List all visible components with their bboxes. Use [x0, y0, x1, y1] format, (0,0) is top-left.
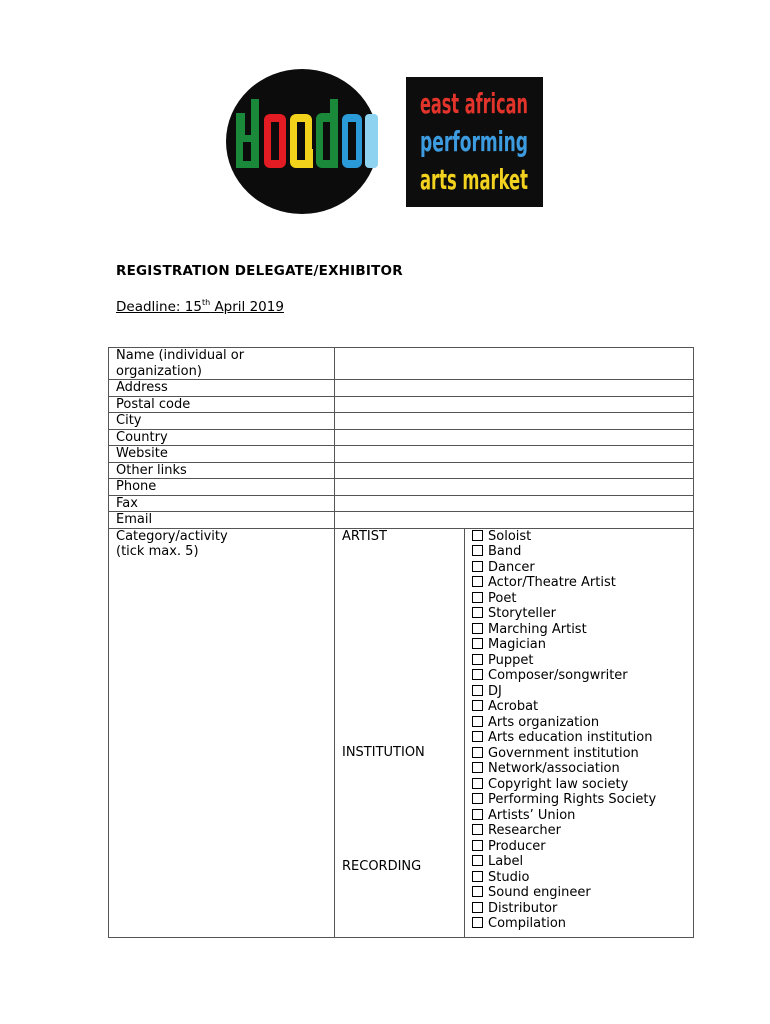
doadoa-logo — [226, 69, 378, 214]
checkbox-option[interactable] — [472, 730, 686, 746]
section-label: RECORDING — [342, 858, 422, 874]
form-row — [109, 413, 694, 430]
field-label: Country — [109, 429, 335, 446]
checkbox-option[interactable] — [472, 854, 686, 870]
eapam-line-3: arts market — [420, 163, 528, 196]
option-label: Composer/songwriter — [488, 668, 628, 683]
checkbox-icon[interactable] — [472, 855, 483, 866]
checkbox-option[interactable] — [472, 560, 686, 576]
field-input[interactable] — [335, 413, 694, 430]
checkbox-icon[interactable] — [472, 840, 483, 851]
option-label: Studio — [488, 869, 530, 885]
checkbox-icon[interactable] — [472, 824, 483, 835]
category-label — [109, 528, 335, 937]
checkbox-option[interactable] — [472, 606, 686, 622]
field-label: Email — [109, 512, 335, 529]
checkbox-option[interactable] — [472, 622, 686, 638]
field-label: Fax — [109, 495, 335, 512]
category-sections — [335, 528, 465, 937]
checkbox-icon[interactable] — [472, 747, 483, 758]
option-label: Copyright law society — [488, 776, 629, 792]
form-row — [109, 348, 694, 380]
category-options — [465, 528, 694, 937]
checkbox-option[interactable] — [472, 653, 686, 669]
option-label: Dancer — [488, 559, 535, 575]
eapam-line-1: east african — [420, 87, 528, 120]
section-label: ARTIST — [342, 528, 387, 544]
checkbox-option[interactable] — [472, 668, 686, 684]
checkbox-option[interactable] — [472, 916, 686, 932]
field-input[interactable] — [335, 380, 694, 397]
field-label: Address — [109, 380, 335, 397]
checkbox-option[interactable] — [472, 808, 686, 824]
option-label: Producer — [488, 838, 546, 854]
checkbox-option[interactable] — [472, 885, 686, 901]
checkbox-option[interactable] — [472, 870, 686, 886]
field-input[interactable] — [335, 462, 694, 479]
field-input[interactable] — [335, 429, 694, 446]
checkbox-icon[interactable] — [472, 638, 483, 649]
form-row — [109, 479, 694, 496]
deadline: Deadline: 15th April 2019 — [116, 298, 284, 315]
checkbox-option[interactable] — [472, 544, 686, 560]
field-label: Name (individual or organization) — [109, 348, 335, 380]
option-label: Soloist — [488, 528, 532, 544]
checkbox-icon[interactable] — [472, 700, 483, 711]
checkbox-icon[interactable] — [472, 762, 483, 773]
option-label: Band — [488, 544, 522, 559]
option-label: Storyteller — [488, 606, 557, 621]
option-label: Label — [488, 854, 524, 869]
field-label: Other links — [109, 462, 335, 479]
option-label: Compilation — [488, 916, 567, 931]
form-row — [109, 396, 694, 413]
checkbox-icon[interactable] — [472, 902, 483, 913]
option-label: Arts organization — [488, 714, 600, 730]
option-label: Sound engineer — [488, 885, 591, 900]
option-label: Researcher — [488, 823, 561, 838]
checkbox-icon[interactable] — [472, 731, 483, 742]
checkbox-option[interactable] — [472, 529, 686, 545]
checkbox-icon[interactable] — [472, 623, 483, 634]
option-label: Arts education institution — [488, 730, 653, 745]
option-label: Acrobat — [488, 699, 539, 714]
checkbox-option[interactable] — [472, 839, 686, 855]
checkbox-option[interactable] — [472, 823, 686, 839]
category-title: Category/activity — [116, 528, 228, 544]
field-label: Website — [109, 446, 335, 463]
option-label: Performing Rights Society — [488, 792, 657, 807]
option-label: Poet — [488, 590, 517, 606]
option-label: Government institution — [488, 745, 639, 761]
option-label: Marching Artist — [488, 621, 587, 637]
checkbox-icon[interactable] — [472, 592, 483, 603]
field-label: Phone — [109, 479, 335, 496]
field-label: City — [109, 413, 335, 430]
page-title: REGISTRATION DELEGATE/EXHIBITOR — [116, 263, 403, 279]
checkbox-icon[interactable] — [472, 607, 483, 618]
eapam-line-2: performing — [420, 125, 528, 158]
checkbox-option[interactable] — [472, 901, 686, 917]
checkbox-option[interactable] — [472, 699, 686, 715]
field-input[interactable] — [335, 348, 694, 380]
eapam-logo — [406, 77, 543, 207]
checkbox-icon[interactable] — [472, 561, 483, 572]
category-note: (tick max. 5) — [116, 544, 199, 559]
field-input[interactable] — [335, 495, 694, 512]
form-row — [109, 446, 694, 463]
option-label: Distributor — [488, 900, 558, 916]
checkbox-icon[interactable] — [472, 654, 483, 665]
form-row — [109, 380, 694, 397]
checkbox-option[interactable] — [472, 684, 686, 700]
checkbox-option[interactable] — [472, 715, 686, 731]
section-label: INSTITUTION — [342, 744, 425, 760]
checkbox-option[interactable] — [472, 591, 686, 607]
registration-table — [108, 347, 694, 938]
checkbox-icon[interactable] — [472, 809, 483, 820]
checkbox-icon[interactable] — [472, 669, 483, 680]
option-label: Magician — [488, 637, 547, 652]
checkbox-icon[interactable] — [472, 886, 483, 897]
checkbox-option[interactable] — [472, 777, 686, 793]
field-label: Postal code — [109, 396, 335, 413]
field-input[interactable] — [335, 512, 694, 529]
checkbox-icon[interactable] — [472, 871, 483, 882]
checkbox-option[interactable] — [472, 746, 686, 762]
checkbox-option[interactable] — [472, 792, 686, 808]
field-input[interactable] — [335, 479, 694, 496]
checkbox-icon[interactable] — [472, 716, 483, 727]
form-row — [109, 462, 694, 479]
checkbox-icon[interactable] — [472, 530, 483, 541]
option-label: DJ — [488, 683, 502, 699]
checkbox-icon[interactable] — [472, 685, 483, 696]
checkbox-icon[interactable] — [472, 917, 483, 928]
form-row — [109, 495, 694, 512]
option-label: Puppet — [488, 652, 534, 668]
form-row — [109, 429, 694, 446]
field-input[interactable] — [335, 446, 694, 463]
checkbox-icon[interactable] — [472, 576, 483, 587]
option-label: Artists’ Union — [488, 807, 576, 823]
option-label: Network/association — [488, 761, 620, 776]
checkbox-option[interactable] — [472, 575, 686, 591]
field-input[interactable] — [335, 396, 694, 413]
checkbox-option[interactable] — [472, 761, 686, 777]
option-label: Actor/Theatre Artist — [488, 575, 616, 590]
category-row — [109, 528, 694, 937]
checkbox-option[interactable] — [472, 637, 686, 653]
checkbox-icon[interactable] — [472, 545, 483, 556]
form-row — [109, 512, 694, 529]
checkbox-icon[interactable] — [472, 793, 483, 804]
checkbox-icon[interactable] — [472, 778, 483, 789]
